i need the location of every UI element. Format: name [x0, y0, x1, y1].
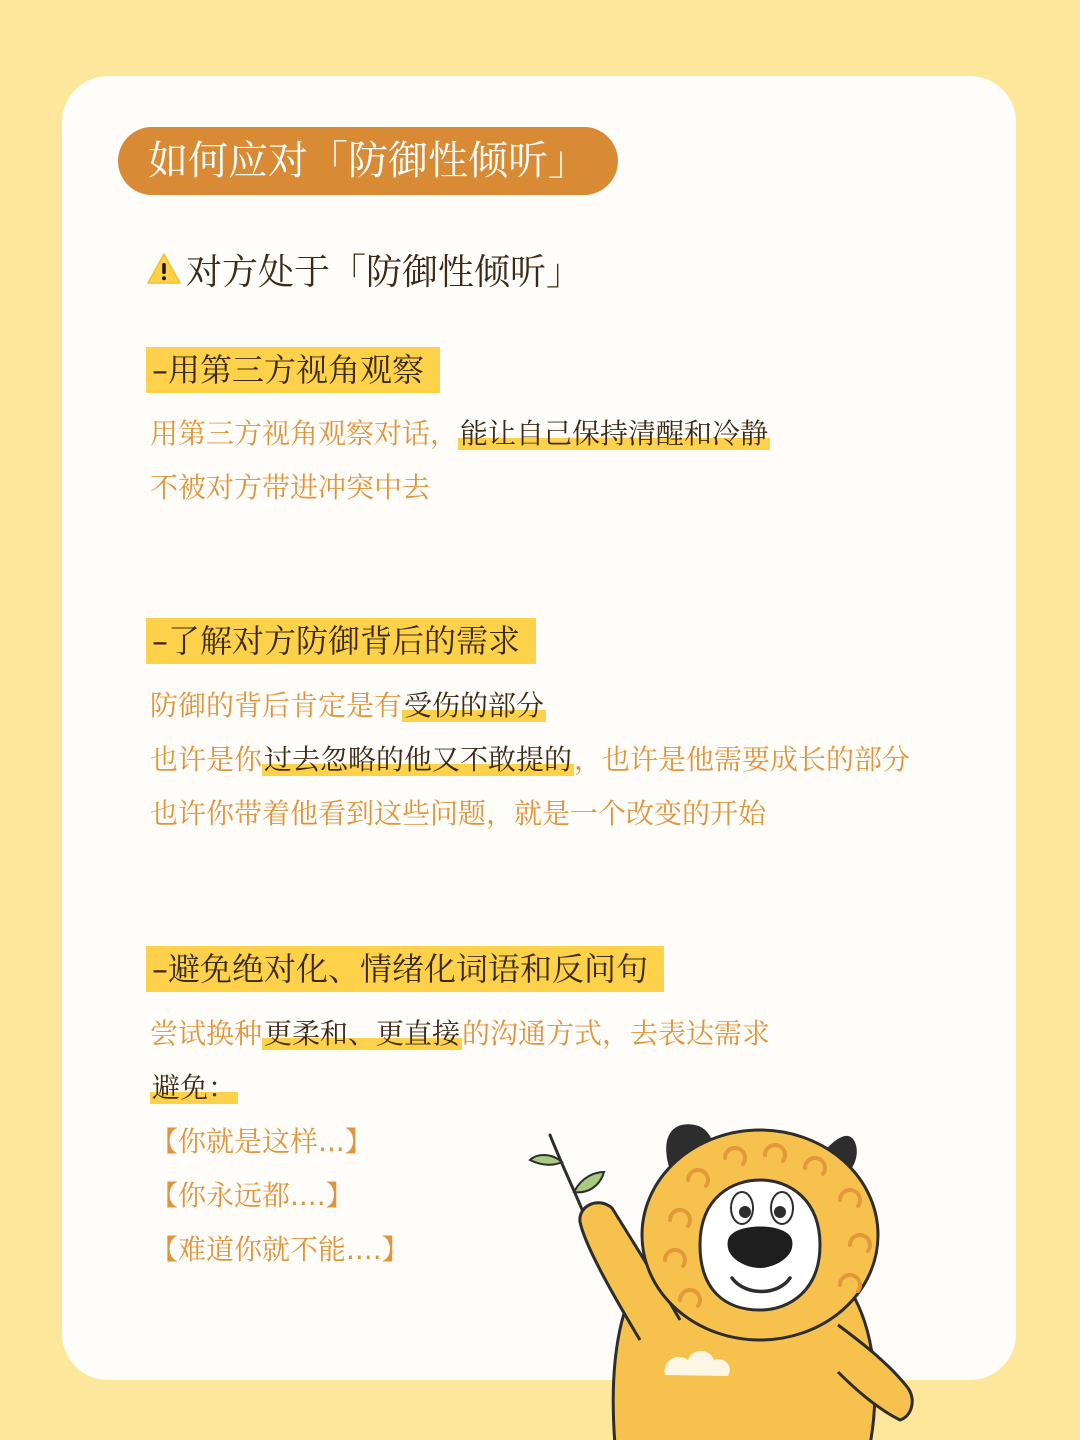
body-line [150, 740, 910, 780]
body-line [150, 414, 770, 454]
body-text: 不被对方带进冲突中去 [150, 471, 431, 504]
highlight-text: 更柔和、更直接 [264, 1017, 461, 1050]
body-text: 的沟通方式，去表达需求 [462, 1017, 771, 1050]
highlight-text: 避免： [152, 1071, 237, 1104]
example-phrase [150, 1122, 373, 1162]
body-line [150, 686, 546, 726]
section-heading-understand-needs: –了解对方防御背后的需求 [146, 618, 536, 664]
body-text: 【难道你就不能....】 [150, 1233, 410, 1266]
body-text: 防御的背后肯定是有 [150, 689, 403, 722]
body-text: 用第三方视角观察对话， [150, 417, 459, 450]
body-line [150, 468, 430, 508]
highlight-text: 能让自己保持清醒和冷静 [460, 417, 769, 450]
body-text: ，也许是他需要成长的部分 [574, 743, 911, 776]
body-line [150, 1014, 770, 1054]
body-text: 【你就是这样...】 [150, 1125, 373, 1158]
body-text: 尝试换种 [150, 1017, 263, 1050]
body-line [150, 794, 766, 834]
warning-icon [146, 251, 182, 287]
section-heading-third-person: –用第三方视角观察 [146, 347, 440, 393]
body-text: 也许是你 [150, 743, 263, 776]
bear-mascot [520, 1110, 940, 1440]
highlight-text: 受伤的部分 [404, 689, 545, 722]
page-title: 如何应对「防御性倾听」 [118, 127, 618, 195]
example-phrase [150, 1176, 354, 1216]
warning-heading-text: 对方处于「防御性倾听」 [186, 251, 583, 293]
body-text: 【你永远都....】 [150, 1179, 354, 1212]
body-text: 也许你带着他看到这些问题，就是一个改变的开始 [150, 797, 767, 830]
body-line [150, 1068, 238, 1108]
section-heading-avoid-absolute: –避免绝对化、情绪化词语和反问句 [146, 946, 664, 992]
example-phrase [150, 1230, 410, 1270]
warning-heading [146, 244, 582, 294]
highlight-text: 过去忽略的他又不敢提的 [264, 743, 573, 776]
